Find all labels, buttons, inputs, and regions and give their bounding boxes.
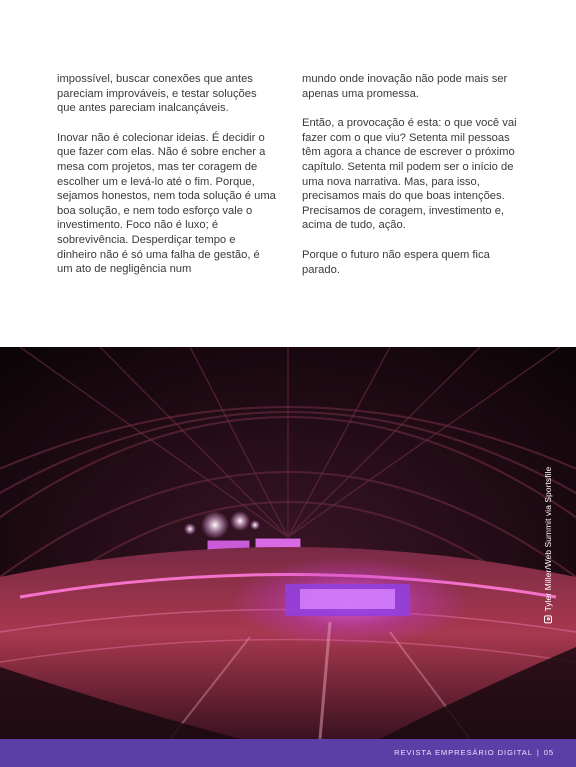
paragraph: mundo onde inovação não pode mais ser apenas uma promessa.	[302, 73, 508, 100]
photo-credit-text: Tyler Miller/Web Summit via Sportsfile	[543, 466, 553, 612]
arena-photo	[0, 347, 576, 739]
article-column-right	[302, 72, 522, 292]
magazine-name: REVISTA EMPRESÁRIO DIGITAL	[394, 748, 533, 757]
page-footer	[0, 739, 576, 767]
paragraph: Porque o futuro não espera quem fica parado.	[302, 248, 490, 276]
paragraph: Então, a provocação é esta: o que você vai fazer com o que viu? Setenta mil pessoas têm agora a chance de escrever o próximo capítulo. Setenta mil podem ser o início de uma nova narrativa. Mas, para isso, precisamos mais do que boas intenções. Precisamos de coragem, investimento e, acima de tudo, ação.	[302, 117, 517, 232]
arena-illustration	[0, 347, 576, 739]
footer-separator: |	[536, 748, 540, 757]
article-column-left	[57, 72, 277, 292]
paragraph: impossível, buscar conexões que antes pareciam improváveis, e testar soluções que antes pareciam inalcançáveis.	[57, 73, 257, 115]
page-number: 05	[543, 748, 554, 757]
camera-icon	[544, 615, 552, 623]
paragraph: Inovar não é colecionar ideias. É decidir o que fazer com elas. Não é sobre encher a mesa com projetos, mas ter coragem de escolher um e levá-lo até o fim. Porque, sejamos honestos, nem toda solução é uma boa solução, e nem todo esforço vale o investimento. Foco não é luxo; é sobrevivência. Desperdiçar tempo e dinheiro não é só uma falha de gestão, é um ato de negligência num	[57, 131, 276, 276]
